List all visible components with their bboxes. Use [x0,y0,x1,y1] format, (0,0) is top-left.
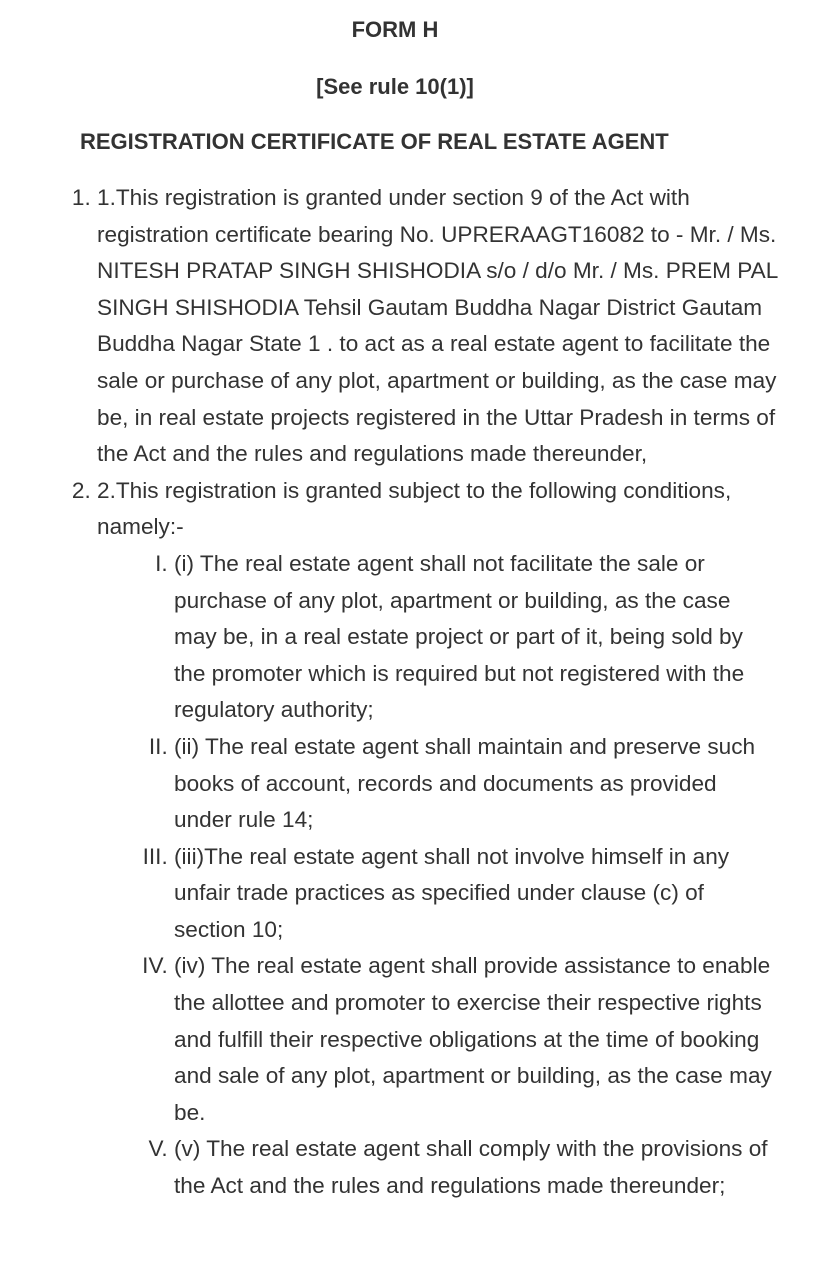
condition-item: II. (ii) The real estate agent shall maintain and preserve such books of account, records and documents as provided under rule 14; [174,729,774,839]
list-item [97,473,787,1205]
condition-item: IV. (iv) The real estate agent shall provide assistance to enable the allottee and promoter to exercise their respective rights and fulfill their respective obligations at the time of booking and sale of any plot, apartment or building, as the case may be. [174,948,774,1131]
form-title: FORM H [351,17,439,42]
rule-reference: [See rule 10(1)] [316,74,474,99]
conditions-list [97,546,774,1205]
list-item [97,180,787,473]
item-text: 2.This registration is granted subject to the following conditions, namely:- [97,477,732,540]
condition-item: III. (iii)The real estate agent shall not involve himself in any unfair trade practices as specified under clause (c) of section 10; [174,839,774,949]
certificate-items [97,180,787,1205]
condition-item: I. (i) The real estate agent shall not facilitate the sale or purchase of any plot, apartment or building, as the case may be, in a real estate project or part of it, being sold by the promoter which is required but not registered with the regulatory authority; [174,546,774,729]
item-text: 1.This registration is granted under section 9 of the Act with registration certificate bearing No. UPRERAAGT16082 to - Mr. / Ms. NITESH PRATAP SINGH SHISHODIA s/o / d/o Mr. / Ms. PREM PAL SINGH SHISHODIA Tehsil Gautam Buddha Nagar District Gautam Buddha Nagar State 1 . to act as a real estate agent to facilitate the sale or purchase of any plot, apartment or building, as the case may be, in real estate projects registered in the Uttar Pradesh in terms of the Act and the rules and regulations made thereunder, [97,185,778,467]
condition-item: V. (v) The real estate agent shall comply with the provisions of the Act and the rules and regulations made thereunder; [174,1131,774,1204]
certificate-heading: REGISTRATION CERTIFICATE OF REAL ESTATE AGENT [80,129,669,154]
